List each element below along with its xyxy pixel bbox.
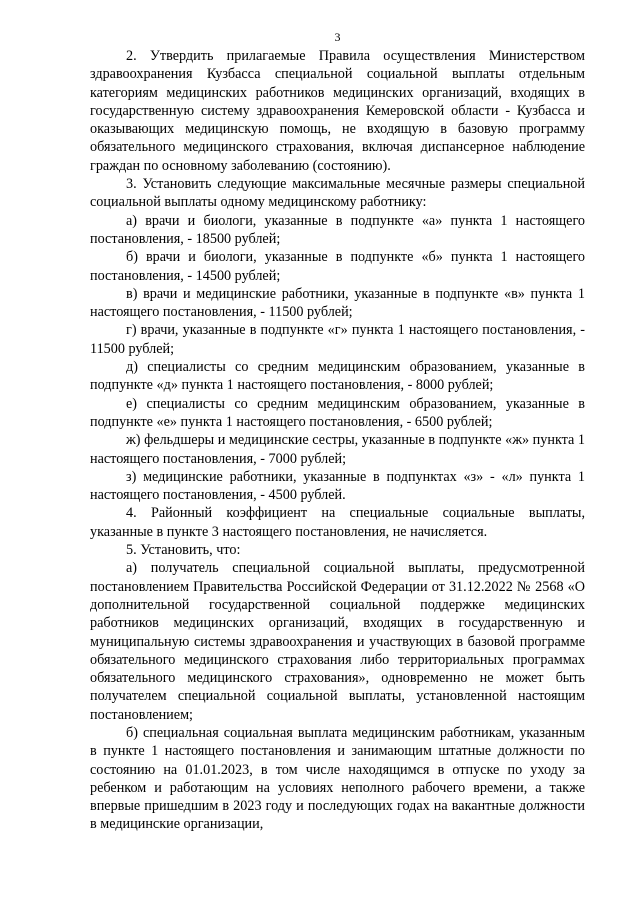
paragraph-item-2: 2. Утвердить прилагаемые Правила осуществления Министерством здравоохранения Кузбасса специальной социальной выплаты отдельным категориям медицинских работников медицинских организаций, входящих в государственную систему здравоохранения Кемеровской области - Кузбасса и оказывающих медицинскую помощь, не входящую в базовую программу обязательного медицинского страхования, включая диспансерное наблюдение граждан по основному заболеванию (состоянию). xyxy=(90,48,585,174)
paragraph-item-4: 4. Районный коэффициент на специальные социальные выплаты, указанные в пункте 3 настоящего постановления, не начисляется. xyxy=(90,505,585,540)
paragraph-item-5-subitem-b: б) специальная социальная выплата медицинским работникам, указанным в пункте 1 настоящего постановления и занимающим штатные должности по состоянию на 01.01.2023, в том числе находящимся в отпуске по уходу за ребенком и работающим на условиях неполного рабочего времени, а также впервые пришедшим в 2023 году и последующих годах на вакантные должности в медицинские организации, xyxy=(90,724,585,833)
paragraph-subitem-zh: ж) фельдшеры и медицинские сестры, указанные в подпункте «ж» пункта 1 настоящего постановления, - 7000 рублей; xyxy=(90,432,585,467)
paragraph-item-5: 5. Установить, что: xyxy=(126,542,241,559)
page-number: 3 xyxy=(334,30,341,44)
paragraph-subitem-z: з) медицинские работники, указанные в подпунктах «з» - «л» пункта 1 настоящего постановления, - 4500 рублей. xyxy=(90,468,585,504)
paragraph-subitem-d: д) специалисты со средним медицинским образованием, указанные в подпункте «д» пункта 1 настоящего постановления, - 8000 рублей; xyxy=(90,359,585,394)
paragraph-subitem-e: е) специалисты со средним медицинским образованием, указанные в подпункте «е» пункта 1 настоящего постановления, - 6500 рублей; xyxy=(90,395,585,430)
paragraph-item-3: 3. Установить следующие максимальные месячные размеры специальной социальной выплаты одному медицинскому работнику: xyxy=(90,176,585,211)
paragraph-subitem-g: г) врачи, указанные в подпункте «г» пункта 1 настоящего постановления, - 11500 рублей; xyxy=(90,322,585,357)
paragraph-subitem-a: а) врачи и биологи, указанные в подпункте «а» пункта 1 настоящего постановления, - 18500 рублей; xyxy=(90,212,585,247)
paragraph-item-5-subitem-a: а) получатель специальной социальной выплаты, предусмотренной постановлением Правительства Российской Федерации от 31.12.2022 № 2568 «О дополнительной государственной социальной поддержке медицинских работников медицинских организаций, входящих в государственную и муниципальную системы здравоохранения и участвующих в базовой программе обязательного медицинского страхования либо территориальных программах обязательного медицинского страхования», одновременно не может быть получателем специальной социальной выплаты, установленной настоящим постановлением; xyxy=(90,560,585,723)
paragraph-subitem-b: б) врачи и биологи, указанные в подпункте «б» пункта 1 настоящего постановления, - 14500 рублей; xyxy=(90,249,585,284)
paragraph-subitem-v: в) врачи и медицинские работники, указанные в подпункте «в» пункта 1 настоящего постановления, - 11500 рублей; xyxy=(90,285,585,321)
